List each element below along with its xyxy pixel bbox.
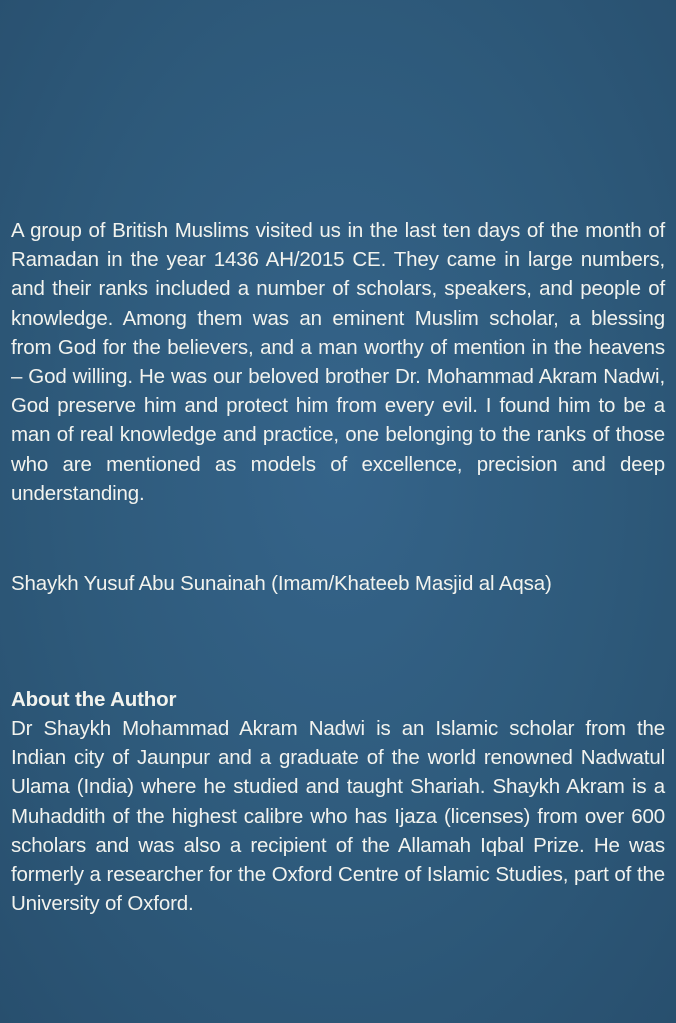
about-author-section <box>11 685 665 918</box>
about-author-text: Dr Shaykh Mohammad Akram Nadwi is an Islamic scholar from the Indian city of Jaunpur and a graduate of the world renowned Nadwatul Ulama (India) where he studied and taught Shariah. Shaykh Akram is a Muhaddith of the highest calibre who has Ijaza (licenses) from over 600 scholars and was also a recipient of the Allamah Iqbal Prize. He was formerly a researcher for the Oxford Centre of Islamic Studies, part of the University of Oxford. <box>11 717 665 916</box>
about-author-heading: About the Author <box>11 688 177 711</box>
endorsement-text: A group of British Muslims visited us in the last ten days of the month of Ramadan in the year 1436 AH/2015 CE. They came in large numbers, and their ranks included a number of scholars, speakers, and people of knowledge. Among them was an eminent Muslim scholar, a blessing from God for the believers, and a man worthy of mention in the heavens – God willing. He was our beloved brother Dr. Mohammad Akram Nadwi, God preserve him and protect him from every evil. I found him to be a man of real knowledge and practice, one belonging to the ranks of those who are mentioned as models of excellence, precision and deep understanding. <box>11 219 665 505</box>
endorsement-attribution: Shaykh Yusuf Abu Sunainah (Imam/Khateeb Masjid al Aqsa) <box>11 572 552 595</box>
